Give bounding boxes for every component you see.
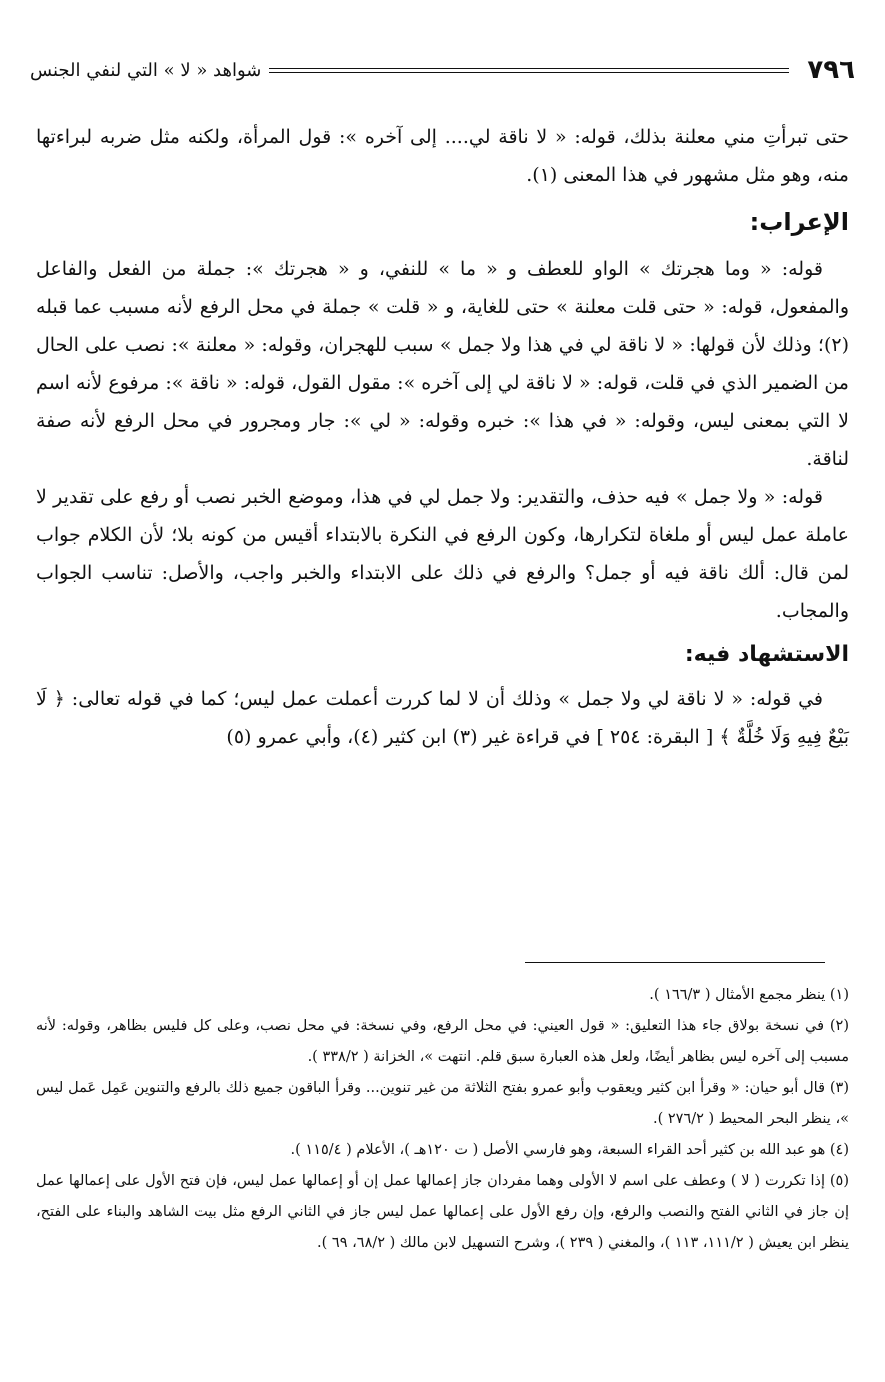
- page-header: [30, 52, 855, 88]
- main-text: [36, 118, 849, 756]
- footnote-separator: [525, 962, 825, 963]
- paragraph-taqdir: قوله: « ولا جمل » فيه حذف، والتقدير: ولا جمل لي في هذا، وموضع الخبر نصب أو رفع على تقدير لا عاملة عمل ليس أو ملغاة لتكرارها، وكون الرفع في النكرة بالابتداء أقيس من كونه بلا؛ لأن الكلام جواب لمن قال: ألك ناقة فيه أو جمل؟ والرفع في ذلك على الابتداء والخبر واجب، والأصل: تناسب الجواب والمجاب.: [36, 486, 849, 622]
- heading-irab: الإعراب:: [749, 208, 849, 236]
- paragraph-istishhad: في قوله: « لا ناقة لي ولا جمل » وذلك أن لا لما كررت أعملت عمل ليس؛ كما في قوله تعالى: ﴿ لَا بَيْعٌ فِيهِ وَلَا خُلَّةٌ ﴾ [ البقرة: ٢٥٤ ] في قراءة غير (٣) ابن كثير (٤)، وأبي عمرو (٥): [36, 688, 849, 748]
- paragraph-intro: حتى تبرأتِ مني معلنة بذلك، قوله: « لا ناقة لي.... إلى آخره »: قول المرأة، ولكنه مثل ضربه لبراءتها منه، وهو مثل مشهور في هذا المعنى (١).: [36, 126, 849, 186]
- heading-istishhad: الاستشهاد فيه:: [684, 642, 849, 667]
- footnotes: [36, 980, 849, 1259]
- paragraph-irab: قوله: « وما هجرتك » الواو للعطف و « ما » للنفي، و « هجرتك »: جملة من الفعل والفاعل والمفعول، قوله: « حتى قلت معلنة » حتى للغاية، و « قلت » جملة في محل الرفع لأنه مسبب عما قبله (٢)؛ وذلك لأن قولها: « لا ناقة لي في هذا ولا جمل » سبب للهجران، وقوله: « معلنة »: نصب على الحال من الضمير الذي في قلت، قوله: « لا ناقة لي إلى آخره »: مقول القول، قوله: « ناقة »: مرفوع لأنه اسم لا التي بمعنى ليس، وقوله: « في هذا »: خبره وقوله: « لي »: جار ومجرور في محل الرفع لأنه صفة لناقة.: [36, 258, 849, 470]
- footnote-3: (٣) قال أبو حيان: « وقرأ ابن كثير ويعقوب وأبو عمرو بفتح الثلاثة من غير تنوين... وقرأ الباقون جميع ذلك بالرفع والتنوين عَمِل عَمل ليس »، ينظر البحر المحيط ( ٢٧٦/٢ ).: [36, 1080, 849, 1127]
- running-title: شواهد « لا » التي لنفي الجنس: [30, 59, 262, 81]
- footnote-1: (١) ينظر مجمع الأمثال ( ١٦٦/٣ ).: [649, 987, 849, 1003]
- header-rule: [269, 68, 789, 73]
- footnote-5: (٥) إذا تكررت ( لا ) وعطف على اسم لا الأولى وهما مفردان جاز إعمالها عمل إن أو إعمالها عمل ليس، فإن فتح الأول على إعمالها عمل إن جاز في الثاني الفتح والنصب والرفع، وإن رفع الأول على إعمالها عمل ليس جاز في الثاني الرفع مثل بيت الشاهد والبناء على الفتح، ينظر ابن يعيش ( ١١١/٢، ١١٣ )، والمغني ( ٢٣٩ )، وشرح التسهيل لابن مالك ( ٦٨/٢، ٦٩ ).: [36, 1173, 849, 1251]
- page-number: ٧٩٦: [807, 55, 855, 85]
- footnote-4: (٤) هو عبد الله بن كثير أحد القراء السبعة، وهو فارسي الأصل ( ت ١٢٠هـ )، الأعلام ( ١١٥/٤ ).: [290, 1142, 849, 1158]
- footnote-2: (٢) في نسخة بولاق جاء هذا التعليق: « قول العيني: في محل الرفع، وفي نسخة: في محل نصب، وعلى كل فليس بظاهر، وقوله: لأنه مسبب إلى آخره ليس بظاهر أيضًا، ولعل هذه العبارة سبق قلم. انتهت »، الخزانة ( ٣٣٨/٢ ).: [36, 1018, 849, 1065]
